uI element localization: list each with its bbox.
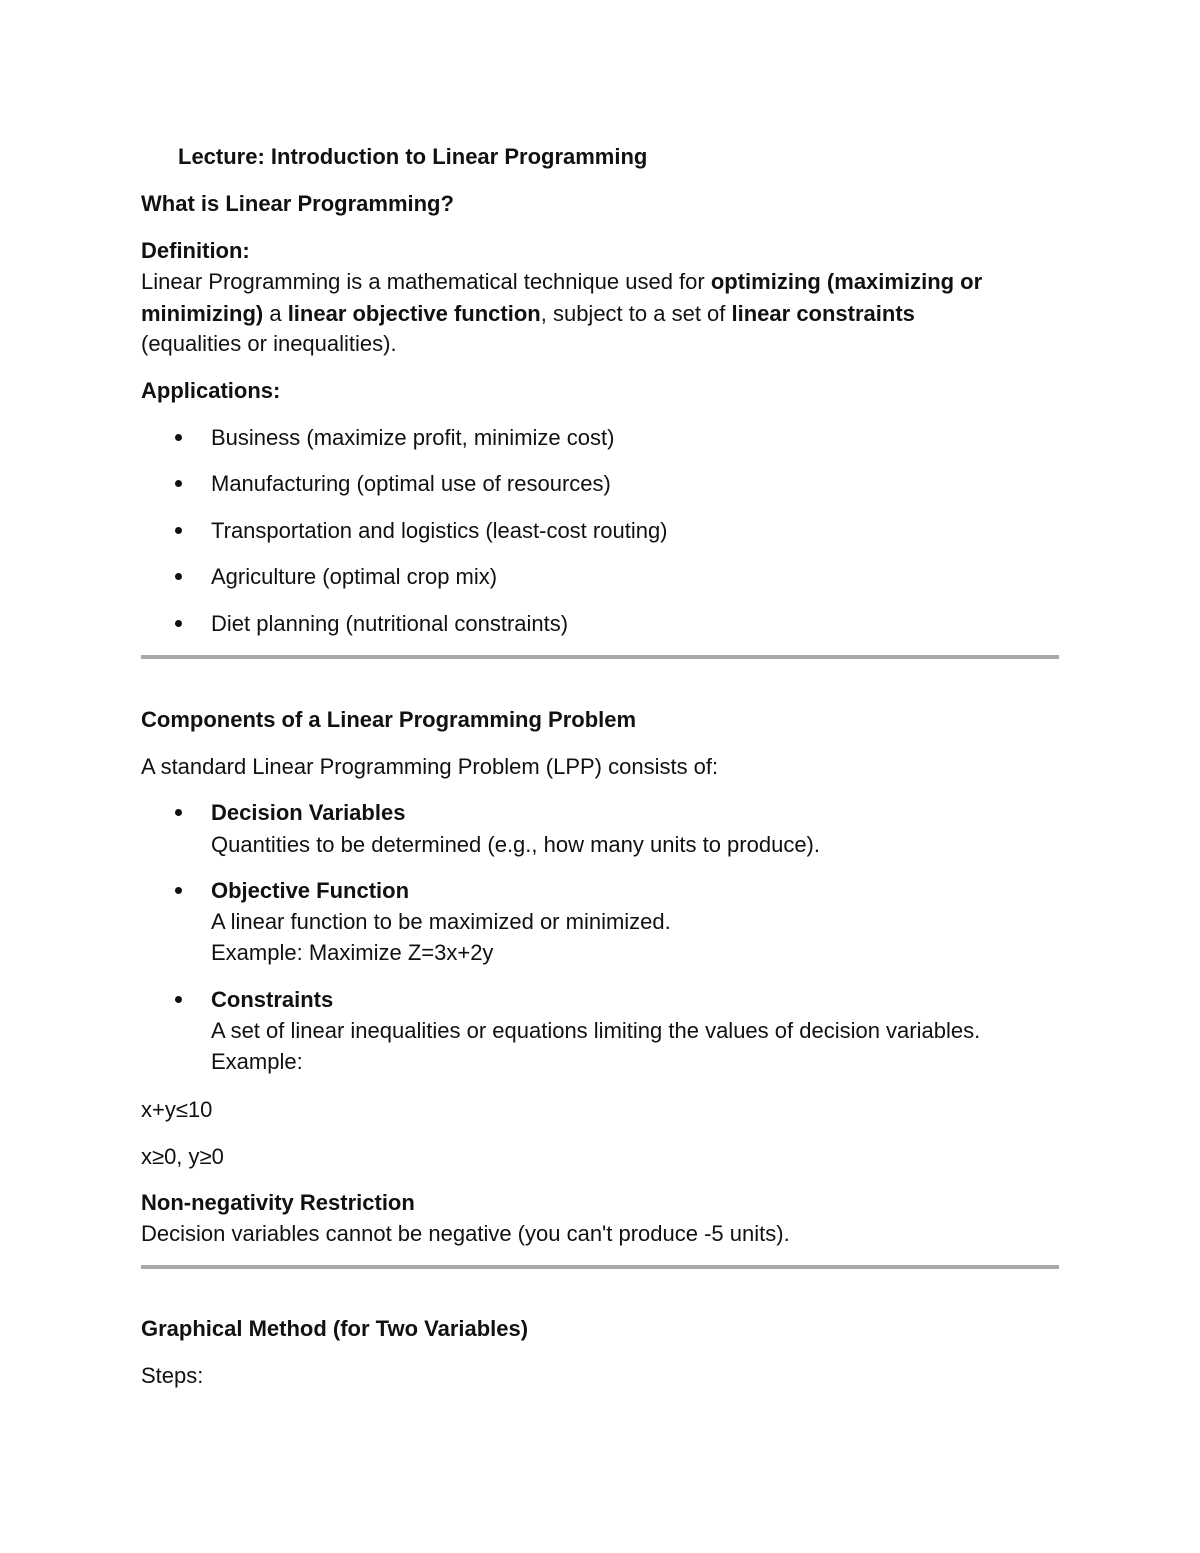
component-title: Decision Variables — [211, 800, 406, 825]
bullet-icon — [175, 809, 182, 816]
definition-bold-4: linear constraints — [731, 301, 915, 326]
component-description: A set of linear inequalities or equations limiting the values of decision variables. — [211, 1018, 981, 1043]
nonnegativity-heading: Non-negativity Restriction — [141, 1190, 415, 1215]
definition-bold-2: minimizing) — [141, 301, 264, 326]
graphical-method-heading: Graphical Method (for Two Variables) — [141, 1316, 529, 1341]
component-example: Example: Maximize Z=3x+2y — [211, 940, 494, 965]
list-item: Business (maximize profit, minimize cost) — [211, 425, 615, 450]
definition-bold-1: optimizing (maximizing or — [710, 269, 983, 294]
components-heading: Components of a Linear Programming Problem — [141, 707, 637, 732]
section-divider — [141, 1265, 1059, 1269]
component-title: Constraints — [211, 987, 334, 1012]
definition-bold-3: linear objective function — [287, 301, 541, 326]
list-item: Agriculture (optimal crop mix) — [211, 564, 498, 589]
definition-text-2: a — [263, 301, 288, 326]
component-description: A linear function to be maximized or minimized. — [211, 909, 671, 934]
nonnegativity-text: Decision variables cannot be negative (you can't produce -5 units). — [141, 1221, 790, 1246]
definition-text-3: , subject to a set of — [540, 301, 732, 326]
definition-line-3: (equalities or inequalities). — [141, 331, 397, 356]
component-title: Objective Function — [211, 878, 410, 903]
bullet-icon — [175, 434, 182, 441]
what-is-heading: What is Linear Programming? — [141, 191, 454, 216]
constraint-example: x+y≤10 — [141, 1097, 213, 1122]
bullet-icon — [175, 480, 182, 487]
bullet-icon — [175, 527, 182, 534]
definition-heading: Definition: — [141, 238, 250, 263]
list-item: Transportation and logistics (least-cost routing) — [211, 518, 668, 543]
definition-line-1 — [141, 271, 982, 293]
list-item: Diet planning (nutritional constraints) — [211, 611, 569, 636]
bullet-icon — [175, 620, 182, 627]
section-divider — [141, 655, 1059, 659]
applications-heading: Applications: — [141, 378, 281, 403]
steps-label: Steps: — [141, 1363, 204, 1388]
components-intro: A standard Linear Programming Problem (LPP) consists of: — [141, 754, 719, 779]
lecture-title: Lecture: Introduction to Linear Programming — [178, 144, 648, 169]
bullet-icon — [175, 887, 182, 894]
list-item: Manufacturing (optimal use of resources) — [211, 471, 611, 496]
bullet-icon — [175, 996, 182, 1003]
constraint-example: x≥0, y≥0 — [141, 1144, 224, 1169]
definition-line-2 — [141, 303, 915, 325]
definition-text-1: Linear Programming is a mathematical technique used for — [141, 269, 711, 294]
component-description: Quantities to be determined (e.g., how many units to produce). — [211, 832, 820, 857]
component-example: Example: — [211, 1049, 303, 1074]
bullet-icon — [175, 573, 182, 580]
